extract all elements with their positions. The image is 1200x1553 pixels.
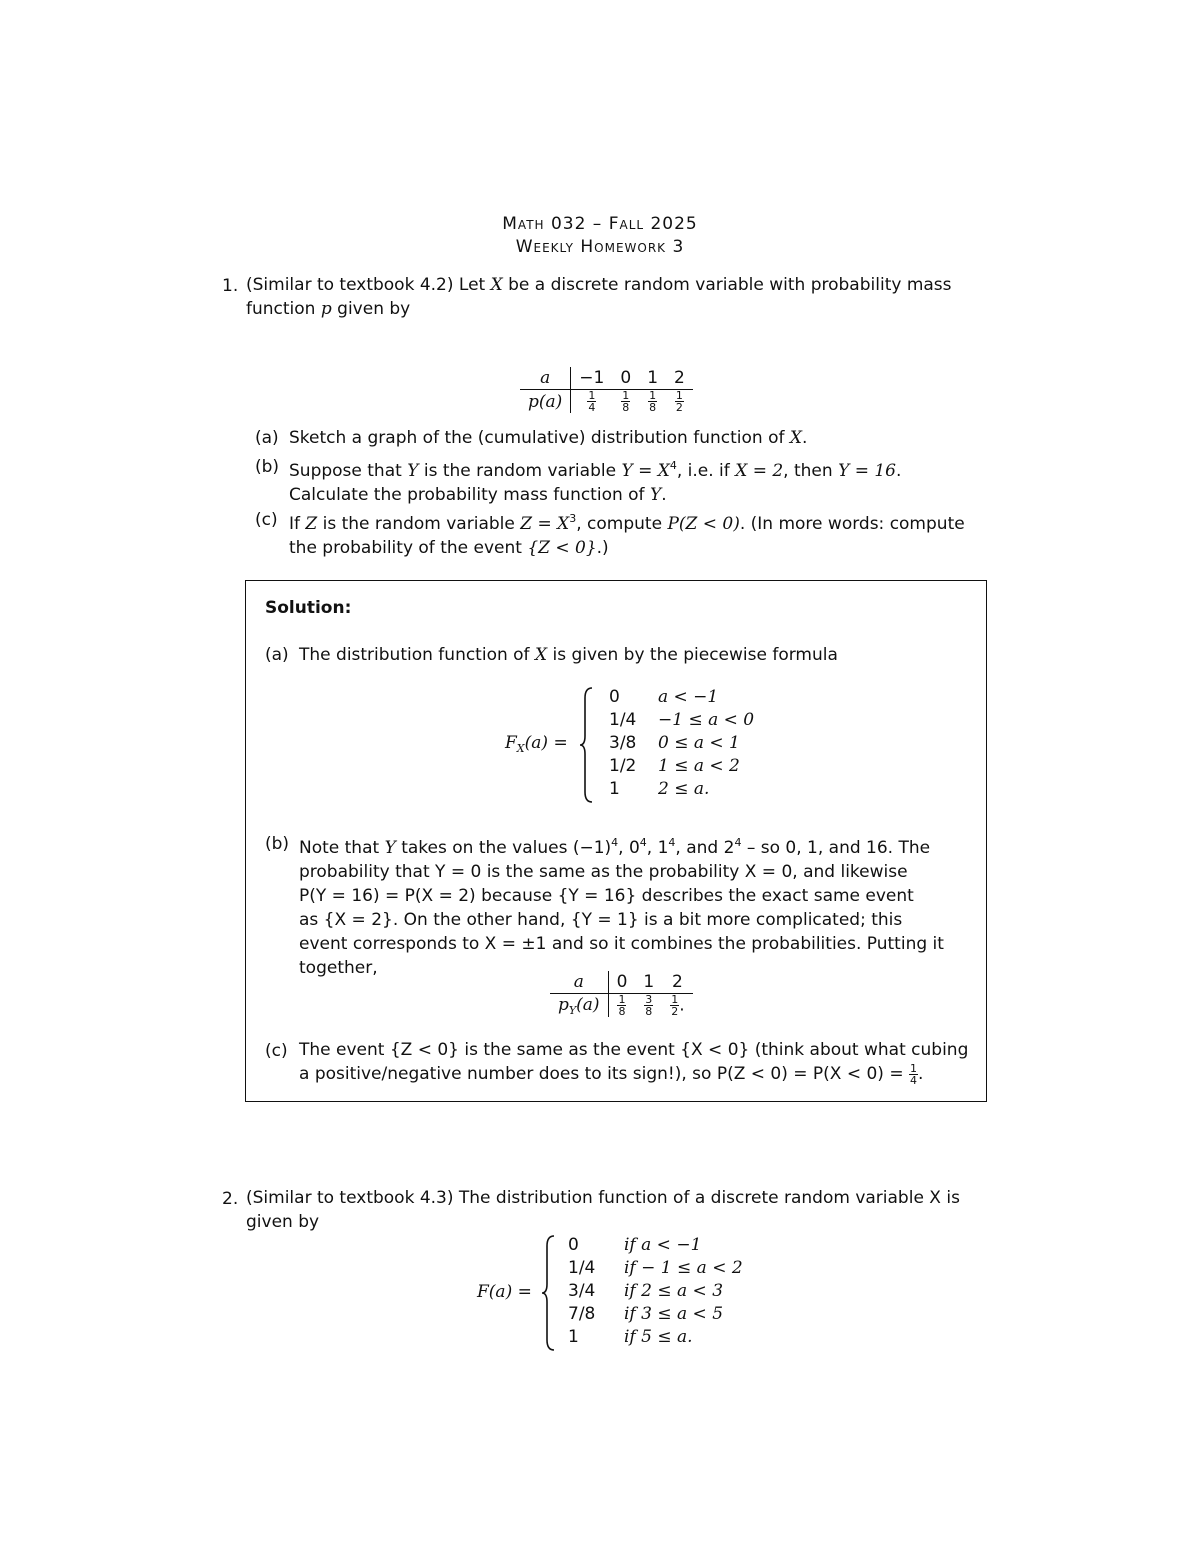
table-cell: 2: [662, 971, 692, 994]
table-cell: $\frac{1}{2}$: [675, 389, 683, 414]
problem-2-statement: (Similar to textbook 4.3) The distribution function of a discrete random variable X is given by: [246, 1188, 960, 1232]
table-cell: $\frac{1}{8}$: [649, 389, 657, 414]
solution-part-label-a: (a): [265, 645, 289, 665]
f-values: 0 1/4 3/4 7/8 1: [568, 1235, 596, 1347]
part-b-text: Suppose that Y is the random variable $Y = X^4$, i.e. if X = 2, then Y = 16. Calculate the probability mass function of Y.: [289, 459, 902, 505]
part-label-a: (a): [255, 428, 279, 448]
table-cell: $\frac{1}{8}$: [618, 993, 626, 1018]
solution-a-text: The distribution function of X is given by the piecewise formula: [299, 645, 838, 665]
solution-part-label-b: (b): [265, 834, 290, 854]
table-row-label: $p_Y(a)$: [550, 994, 608, 1018]
part-label-b: (b): [255, 457, 280, 477]
table-cell: $\frac{1}{8}$: [622, 389, 630, 414]
fx-conditions: a < −1 −1 ≤ a < 0 0 ≤ a < 1 1 ≤ a < 2 2 ≤ a.: [658, 687, 755, 799]
pmf-table-Y: [550, 971, 693, 1017]
fx-lhs: $F_X(a)$ =: [505, 733, 568, 755]
table-cell: 0: [608, 971, 635, 994]
left-brace-icon: [540, 1234, 556, 1352]
solution-title: Solution:: [265, 598, 352, 618]
problem-1-statement: (Similar to textbook 4.2) Let X be a discrete random variable with probability mass function p given by: [246, 275, 952, 319]
table-cell: $\frac{1}{4}$: [588, 389, 596, 414]
solution-part-label-c: (c): [265, 1041, 288, 1061]
pmf-table-X: [520, 367, 693, 413]
table-header-label: a: [520, 367, 571, 390]
part-label-c: (c): [255, 510, 278, 530]
table-cell: 2: [666, 367, 693, 390]
problem-2-number: 2.: [222, 1189, 239, 1209]
fx-values: 0 1/4 3/8 1/2 1: [609, 687, 637, 799]
table-row-label: p(a): [520, 390, 571, 414]
part-c-text: If Z is the random variable $Z = X^3$, compute P(Z < 0). (In more words: compute the probability of the event {Z < 0}.): [289, 512, 965, 558]
solution-b-text: Note that Y takes on the values $(-1)^4$, $0^4$, $1^4$, and $2^4$ – so 0, 1, and 16. The probability that Y = 0 is the same as the probability X = 0, and likewise P(Y = 16) = P(X = 2) because {Y = 16} describes the exact same event as {X = 2}. On the other hand, {Y = 1} is a bit more complicated; this event corresponds to X = ±1 and so it combines the probabilities. Putting it together,: [299, 836, 944, 978]
solution-c-text: The event {Z < 0} is the same as the event {X < 0} (think about what cubing a positive/negative number does to its sign!), so P(Z < 0) = P(X < 0) = $\frac{1}{4}$ .: [299, 1040, 969, 1087]
table-cell: 1: [635, 971, 662, 994]
table-cell: $\frac{1}{2}$ .: [671, 993, 685, 1018]
table-header-label: a: [550, 971, 608, 994]
f-lhs: F(a) =: [477, 1282, 532, 1302]
table-cell: $\frac{3}{8}$: [645, 993, 653, 1018]
doc-title: Math 032 – Fall 2025: [502, 214, 698, 234]
table-cell: 1: [639, 367, 666, 390]
left-brace-icon: [578, 686, 594, 804]
part-a-text: Sketch a graph of the (cumulative) distribution function of X.: [289, 428, 808, 448]
table-cell: −1: [571, 367, 613, 390]
problem-1-number: 1.: [222, 276, 239, 296]
doc-subtitle: Weekly Homework 3: [515, 237, 685, 257]
f-conditions: if a < −1 if − 1 ≤ a < 2 if 2 ≤ a < 3 if 3 ≤ a < 5 if 5 ≤ a.: [624, 1235, 743, 1347]
table-cell: 0: [612, 367, 639, 390]
